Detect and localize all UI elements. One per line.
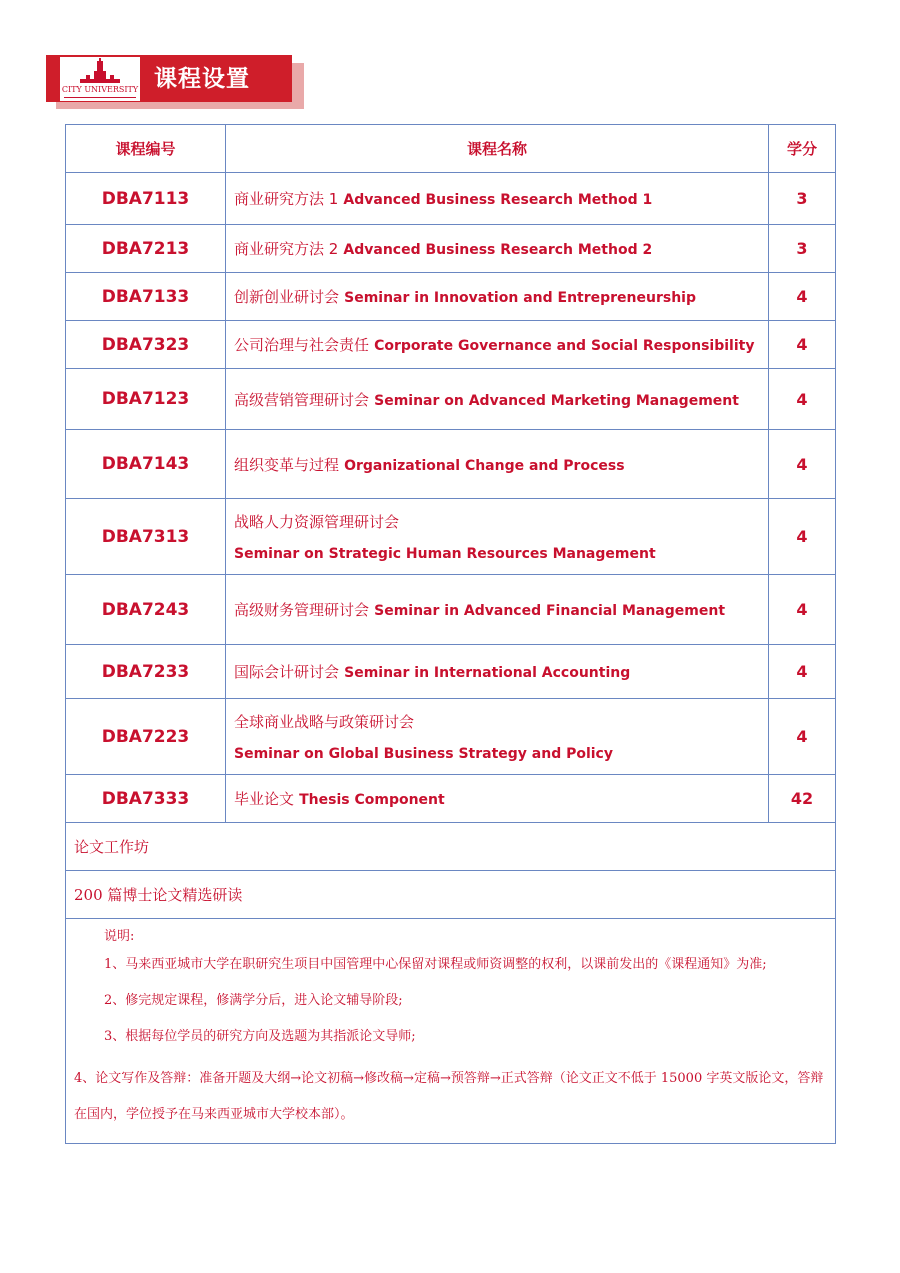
- course-name-cn: 商业研究方法 2: [234, 240, 339, 258]
- course-credit: 4: [769, 321, 836, 369]
- course-name: [226, 273, 769, 321]
- course-code: DBA7213: [66, 225, 226, 273]
- course-name: [226, 321, 769, 369]
- table-row: [66, 699, 836, 775]
- course-code: DBA7313: [66, 499, 226, 575]
- course-name-en: Seminar in International Accounting: [344, 665, 631, 681]
- course-name-cn: 毕业论文: [234, 790, 295, 808]
- course-credit: 3: [769, 173, 836, 225]
- table-row: [66, 775, 836, 823]
- course-code: DBA7323: [66, 321, 226, 369]
- course-credit: 4: [769, 699, 836, 775]
- course-code: DBA7333: [66, 775, 226, 823]
- notes-title: 说明:: [104, 929, 135, 944]
- course-code: DBA7223: [66, 699, 226, 775]
- course-name-en: Advanced Business Research Method 1: [343, 192, 653, 208]
- university-logo: [60, 57, 140, 101]
- column-header-credit: 学分: [769, 125, 836, 173]
- table-row: [66, 499, 836, 575]
- course-table: [65, 124, 836, 1144]
- course-code: DBA7143: [66, 430, 226, 499]
- page-title: 课程设置: [154, 66, 250, 92]
- note-item: 2、修完规定课程，修满学分后，进入论文辅导阶段;: [104, 993, 403, 1008]
- course-credit: 4: [769, 369, 836, 430]
- workshop-row: [66, 823, 836, 871]
- course-name: [226, 575, 769, 645]
- table-row: [66, 225, 836, 273]
- table-header-row: [66, 125, 836, 173]
- course-name: [226, 775, 769, 823]
- tower-icon: [60, 57, 140, 87]
- logo-text: CITY UNIVERSITY: [61, 85, 139, 94]
- page-header: [46, 55, 306, 111]
- table-row: [66, 321, 836, 369]
- course-name: [226, 369, 769, 430]
- course-code: DBA7243: [66, 575, 226, 645]
- course-name-en: Seminar on Advanced Marketing Management: [374, 392, 739, 409]
- course-name-cn: 高级财务管理研讨会: [234, 601, 370, 619]
- course-name-en: Thesis Component: [299, 792, 445, 808]
- table-row: [66, 173, 836, 225]
- column-header-name: 课程名称: [226, 125, 769, 173]
- logo-underline: [64, 97, 136, 98]
- column-header-code: 课程编号: [66, 125, 226, 173]
- course-name: [226, 645, 769, 699]
- course-name-cn: 全球商业战略与政策研讨会: [234, 713, 415, 731]
- course-name-en: Corporate Governance and Social Responsibility: [374, 338, 755, 354]
- course-name-en: Seminar on Global Business Strategy and Policy: [234, 746, 613, 762]
- course-credit: 4: [769, 575, 836, 645]
- course-name: [226, 430, 769, 499]
- table-row: [66, 575, 836, 645]
- course-name: [226, 699, 769, 775]
- header-banner: [46, 55, 292, 102]
- course-name-cn: 公司治理与社会责任: [234, 336, 370, 354]
- note-item: 4、论文写作及答辩：准备开题及大纲→论文初稿→修改稿→定稿→预答辩→正式答辩（论文正文不低于 15000 字英文版论文，答辩在国内，学位授予在马来西亚城市大学校本部）。: [74, 1071, 824, 1122]
- table-row: [66, 273, 836, 321]
- table-row: [66, 645, 836, 699]
- workshop-label: 论文工作坊: [66, 823, 836, 871]
- course-name-cn: 国际会计研讨会: [234, 663, 340, 681]
- reading-label: 200 篇博士论文精选研读: [66, 871, 836, 919]
- course-name-cn: 组织变革与过程: [234, 455, 340, 474]
- course-name-en: Seminar in Innovation and Entrepreneurship: [344, 290, 696, 306]
- course-code: DBA7113: [66, 173, 226, 225]
- course-code: DBA7133: [66, 273, 226, 321]
- course-code: DBA7233: [66, 645, 226, 699]
- course-name-en: Organizational Change and Process: [344, 457, 625, 474]
- course-code: DBA7123: [66, 369, 226, 430]
- course-name: [226, 173, 769, 225]
- notes-cell: [66, 919, 836, 1144]
- course-credit: 4: [769, 430, 836, 499]
- reading-row: [66, 871, 836, 919]
- notes-row: [66, 919, 836, 1144]
- course-name-en: Advanced Business Research Method 2: [343, 242, 653, 258]
- course-credit: 4: [769, 499, 836, 575]
- course-name: [226, 225, 769, 273]
- course-name-cn: 创新创业研讨会: [234, 288, 340, 306]
- course-credit: 4: [769, 273, 836, 321]
- course-credit: 3: [769, 225, 836, 273]
- note-item: 3、根据每位学员的研究方向及选题为其指派论文导师;: [104, 1029, 416, 1044]
- course-credit: 42: [769, 775, 836, 823]
- course-name-en: Seminar on Strategic Human Resources Management: [234, 546, 656, 562]
- course-credit: 4: [769, 645, 836, 699]
- course-name-cn: 高级营销管理研讨会: [234, 390, 370, 409]
- table-row: [66, 369, 836, 430]
- course-name: [226, 499, 769, 575]
- course-name-cn: 战略人力资源管理研讨会: [234, 513, 400, 531]
- note-item: 1、马来西亚城市大学在职研究生项目中国管理中心保留对课程或师资调整的权利，以课前发出的《课程通知》为准;: [104, 957, 767, 972]
- table-row: [66, 430, 836, 499]
- course-name-cn: 商业研究方法 1: [234, 190, 339, 208]
- course-name-en: Seminar in Advanced Financial Management: [374, 603, 726, 619]
